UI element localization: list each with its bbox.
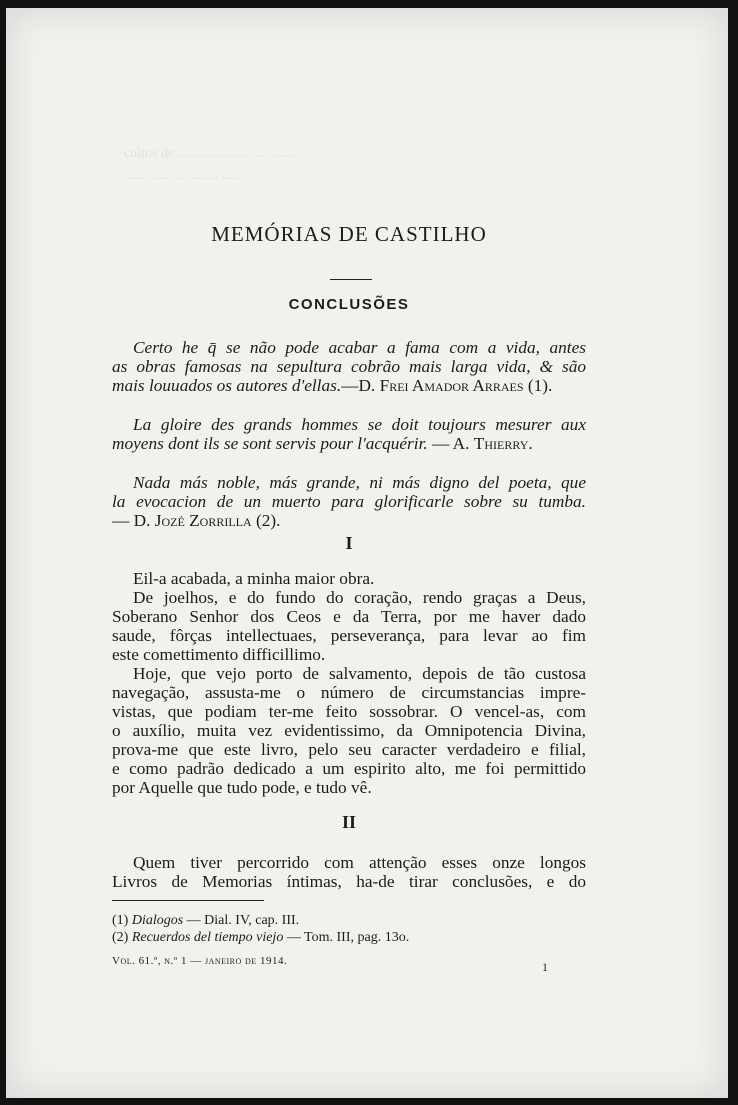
footnote-reference: — Tom. III, pag. 13o. — [283, 930, 410, 945]
section-heading: CONCLUSÕES — [288, 296, 410, 313]
footnote-reference: — Dial. IV, cap. III. — [183, 913, 300, 928]
epigraph-line: Certo he q̄ se não pode acabar a fama com a vida, antes — [133, 338, 586, 357]
attribution-dash: —D. — [341, 376, 380, 395]
footnote-title: Dialogos — [131, 913, 184, 928]
epigraph-line: Nada más noble, más grande, ni más digno del poeta, que — [133, 473, 586, 492]
paragraph-line: este comettimento difficillimo. — [112, 645, 326, 664]
footnote-ref: (2). — [251, 511, 281, 530]
paragraph-line: e como padrão dedicado a um espirito alto, me foi permittido — [112, 759, 586, 778]
page-number: 1 — [542, 960, 548, 974]
section-2-text — [112, 853, 586, 891]
attribution-author: Thierry — [473, 434, 529, 453]
attribution-dash: — D. — [112, 511, 155, 530]
paragraph-line: o auxílio, muita vez evidentissimo, da Omnipotencia Divina, — [112, 721, 586, 740]
attribution-end: . — [528, 434, 533, 453]
epigraph-text: mais louuados os autores d'ellas. — [112, 376, 342, 395]
paragraph-line: Livros de Memorias íntimas, ha-de tirar conclusões, e do — [112, 872, 586, 891]
epigraph-text: moyens dont ils se sont servis pour l'acquérir. — [112, 434, 428, 453]
paragraph-line: prova-me que este livro, pelo seu caracter verdadeiro e filial, — [112, 740, 586, 759]
footnote-1 — [112, 913, 586, 929]
footnote-mark: (2) — [112, 930, 129, 945]
paragraph-line: Quem tiver percorrido com attenção esses onze longos — [133, 853, 586, 872]
attribution-author: Jozé Zorrilla — [154, 511, 252, 530]
epigraph-line — [112, 434, 586, 453]
paragraph-line: saude, fôrças intellectuaes, perseverança, para levar ao fim — [112, 626, 586, 645]
epigraph-line: as obras famosas na sepultura cobrão mais larga vida, & são — [112, 357, 586, 376]
section-number-2: II — [341, 812, 356, 832]
title-divider — [330, 279, 372, 280]
paragraph-line: Soberano Senhor dos Ceos e da Terra, por me haver dado — [112, 607, 586, 626]
epigraph-line: La gloire des grands hommes se doit toujours mesurer aux — [133, 415, 586, 434]
footnote-divider — [112, 900, 264, 901]
footnote-mark: (1) — [112, 913, 129, 928]
epigraph-line — [112, 511, 586, 530]
attribution-dash: — A. — [427, 434, 474, 453]
paragraph-line: Eil-a acabada, a minha maior obra. — [133, 569, 375, 588]
page-title: MEMÓRIAS DE CASTILHO — [211, 222, 487, 246]
epigraph-arraes — [112, 338, 586, 395]
footnote-title: Recuerdos del tiempo viejo — [131, 930, 284, 945]
epigraph-zorrilla — [112, 473, 586, 530]
paragraph-line: Hoje, que vejo porto de salvamento, depois de tão custosa — [133, 664, 586, 683]
paragraph-line: vistas, que podiam ter-me feito sossobrar. O vencel-as, com — [112, 702, 586, 721]
paragraph-line: De joelhos, e do fundo do coração, rendo graças a Deus, — [133, 588, 586, 607]
footnote-2 — [112, 930, 586, 946]
section-1-text — [112, 569, 586, 797]
attribution-author: Frei Amador Arraes — [379, 376, 524, 395]
section-number-1: I — [345, 533, 353, 553]
page: · · · cultos de ...... ........ .... ..... ...... ...... ....... ... ........ ...... MEMÓRIAS DE CASTILHO CONCLUSÕES Certo he q̄ se não pode acabar a fama com a vida, antes as obras famosas na sepultura cobrão mais larga vida, & são mais louuados os autores d'ellas.—D. Frei Amador Arraes (1). La gloire des grands hommes se doit toujours mesurer aux moyens dont ils se sont servis pour l'acquérir. — A. Thierry. Nada más noble, más grande, ni más digno del poeta, que la evocacion de un muerto para glorificarle sobre su tumba. — D. Jozé Zorrilla (2). I Eil-a acabada, a minha maior obra. De joelhos, e do fundo do coração, rendo graças a Deus, Soberano Senhor dos Ceos e da Terra, por me haver dado saude, fôrças intellectuaes, perseverança, para levar ao fim este comettimento difficillimo. Hoje, que vejo porto de salvamento, depois de tão custosa navegação, assusta-me o número de circumstancias impre- vistas, que podiam ter-me feito sossobrar. O vencel-as, com o auxílio, muita vez evidentissimo, da Omnipotencia Divina, prova-me que este livro, pelo seu caracter verdadeiro e filial, e como padrão dedicado a um espirito alto, me foi permittido por Aquelle que tudo pode, e tudo vê. II Quem tiver percorrido com attenção esses onze longos Livros de Memorias íntimas, ha-de tirar conclusões, e do (1) Dialogos — Dial. IV, cap. III. (2) Recuerdos del tiempo viejo — Tom. III, pag. 13o. Vol. 61.º, n.º 1 — janeiro de 1914. 1 — [6, 8, 728, 1098]
epigraph-line — [112, 376, 586, 395]
paragraph-line: navegação, assusta-me o número de circumstancias impre- — [112, 683, 586, 702]
epigraph-line: la evocacion de un muerto para glorificarle sobre su tumba. — [112, 492, 586, 511]
footnote-ref: (1). — [523, 376, 553, 395]
epigraph-thierry — [112, 415, 586, 453]
paragraph-line: por Aquelle que tudo pode, e tudo vê. — [112, 778, 372, 797]
volume-line: Vol. 61.º, n.º 1 — janeiro de 1914. — [112, 955, 288, 967]
